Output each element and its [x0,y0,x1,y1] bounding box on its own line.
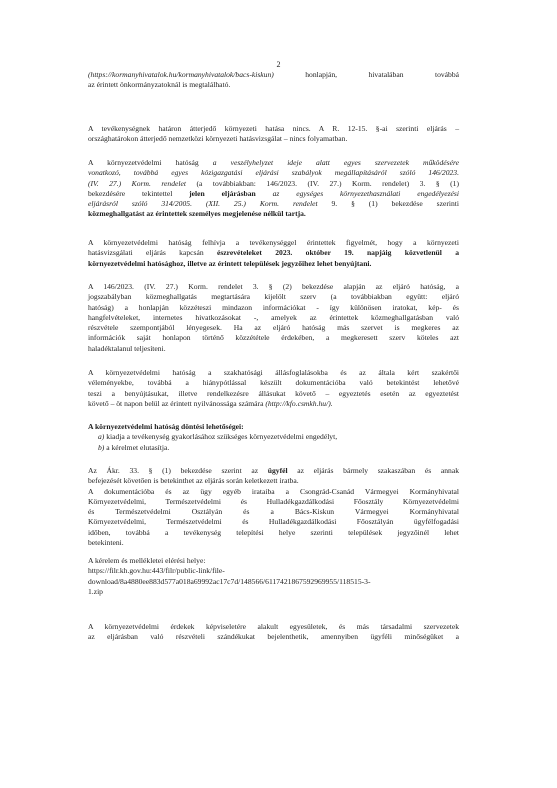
text-span: a kérelmet elutasítja. [104,442,170,452]
decision-options [88,422,459,453]
paragraph-download-link [88,556,459,597]
text-line: és Természetvédelmi Osztályán és a Bács-Kiskun Vármegyei Kormányhivatal [88,507,459,517]
text-line [88,158,459,168]
kfo-link[interactable]: (http://kfo.csmkh.hu/). [265,398,333,408]
text-line: jogszabályban közmeghallgatás megtartására kijelölt szerv (a továbbiakban együtt: eljáró [88,292,459,302]
text-line: véleményekbe, továbbá a hiánypótlással készült dokumentációba való betekintést lehetővé [88,378,459,388]
text-span: 9. § (1) bekezdése szerinti [317,199,460,209]
paragraph-expert-opinions [88,368,459,409]
decision-option-b [88,443,459,453]
text-line: az érintett önkormányzatoknál is megtalálható. [88,80,231,90]
paragraph-transboundary [88,124,459,145]
text-line: országhatárokon átterjedő nemzetközi környezeti hatásvizsgálat – nincs folyamatban. [88,134,348,144]
text-span: (IV. 27.) Korm. rendelet [88,178,186,188]
text-span: kiadja a tevékenység gyakorlásához szükséges környezetvédelmi engedélyt, [104,432,338,442]
text-line: haladéktalanul teljesíteni. [88,343,166,353]
text-line: A környezetvédelmi hatóság a szakhatósági állásfoglalásokba és az általa kért szakértői [88,368,459,377]
text-line [88,189,459,199]
list-marker: b) [98,442,105,452]
page-number: 2 [276,60,281,69]
text-line [88,70,459,80]
text-span: észrevételeket 2023. október 19. napjáig közvetlenül a [216,248,460,258]
paragraph-associations [88,622,459,643]
paragraph-file-access [88,466,459,548]
download-link[interactable]: 1.zip [88,586,103,596]
text-line [88,466,459,476]
text-line: Környezetvédelmi, Természetvédelmi és Hulladékgazdálkodási Főosztály Környezetvédelmi [88,496,459,506]
text-line [88,199,459,209]
paragraph-public-hearing [88,158,459,220]
text-span: az eljárás bármely szakaszában és annak [287,466,460,475]
paragraph-website-reference [88,70,459,91]
text-span: a veszélyhelyzet ideje alatt egyes szervezetek működésére [212,158,459,167]
text-line [88,179,459,189]
text-span: honlapján, hivatalában továbbá [273,70,459,79]
text-line: részvétele szempontjából lényegesek. Ha az eljáró hatóság más szervet is megkeres az [88,323,459,333]
text-span: követő – öt napon belül az érintett nyilvánossága számára [88,398,266,408]
text-line [88,399,459,409]
paragraph-publication [88,282,459,354]
text-span: bekezdésére tekintettel [88,188,190,198]
kormanyhivatal-link[interactable]: (https://kormanyhivatalok.hu/kormanyhivatalok/bacs-kiskun) [88,70,274,79]
text-line: A dokumentációba és az ügy egyéb irataiba a Csongrád-Csanád Vármegyei Kormányhivatal [88,486,459,496]
text-span: Az Ákr. 33. § (1) bekezdése szerint az [88,466,268,475]
text-line: hangfelvételeket, internetes hivatkozásokat -, amelyek az érintettek közmeghallgatásban való [88,312,459,322]
text-line: A 146/2023. (IV. 27.) Korm. rendelet 3. § (2) bekezdése alapján az eljáró hatóság, a [88,282,459,291]
text-line: Környezetvédelmi, Természetvédelmi és Hulladékgazdálkodási Főosztályán ügyfélfogadási [88,517,459,527]
text-span: az egységes környezethasználati engedélyezési [255,188,459,198]
text-line: A tevékenységnek határon átterjedő környezeti hatása nincs. A R. 12-15. §-ai szerinti eljárás – [88,124,459,133]
text-span: (a továbbiakban: 146/2023. (IV. 27.) Korm. rendelet) 3. § (1) [185,178,459,188]
download-link[interactable]: download/8a4880ee883d577a018a69992ac17c7d/148566/6117421867592969955/118515-3- [88,576,371,586]
text-line: az eljárásban való részvételi szándékukat bejelenthetik, amennyiben ügyféli minőségüket a [88,632,459,642]
text-line: A környezetvédelmi érdekek képviseletére alakult egyesületek, és más társadalmi szervezetek [88,622,459,631]
text-line: betekinteni. [88,538,124,548]
text-line: környezetvédelmi hatósághoz, illetve az érintett települések jegyzőihez lehet benyújtani. [88,258,372,268]
text-line: A környezetvédelmi hatóság felhívja a tevékenységgel érintettek figyelmét, hogy a környezeti [88,238,459,247]
download-link[interactable]: https://filr.kh.gov.hu:443/filr/public-link/file- [88,566,225,576]
text-line: időben, továbbá a tevékenység telepítési helye szerinti települések jegyzőinél lehet [88,527,459,537]
text-line: vonatkozó, továbbá egyes közigazgatási eljárási szabályok megállapításáról szóló 146/2023. [88,168,459,178]
paragraph-comments-deadline [88,238,459,269]
text-line: A kérelem és mellékletei elérési helye: [88,556,206,565]
decision-option-a [88,432,459,442]
text-line: hatóság) a honlapján közzéteszi mindazon információkat - így különösen iratokat, kép- és [88,302,459,312]
decision-heading: A környezetvédelmi hatóság döntési lehetőségei: [88,422,244,431]
text-line: információk saját honlapon történő közzététele érdekében, a megkeresett szerv köteles azt [88,333,459,343]
text-span: jelen eljárásban [189,188,256,198]
text-line: közmeghallgatást az érintettek személyes megjelenése nélkül tartja. [88,209,306,219]
text-line: befejezését követően is betekinthet az eljárás során keletkezett iratba. [88,476,299,486]
text-span: A környezetvédelmi hatóság [88,158,213,167]
text-line: teszi a benyújtásukat, illetve rendelkezésre állásukat követő – egyeztetés esetén az egyeztetést [88,388,459,398]
text-line [88,248,459,258]
list-marker: a) [98,432,105,442]
text-span: eljárásról szóló 314/2005. (XII. 25.) Korm. rendelet [88,199,318,209]
text-span: ügyfél [267,466,288,475]
text-span: hatásvizsgálati eljárás kapcsán [88,248,217,258]
